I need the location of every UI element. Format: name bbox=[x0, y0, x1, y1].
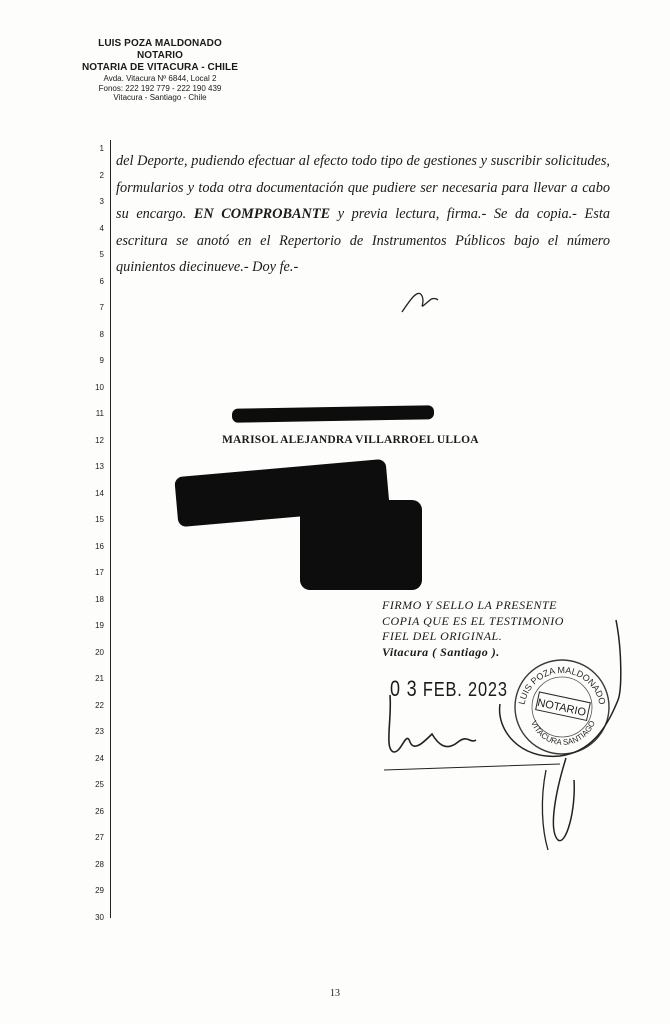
line-number: 11 bbox=[95, 409, 104, 418]
line-number: 17 bbox=[95, 568, 104, 577]
line-number: 23 bbox=[95, 727, 104, 736]
cert-line-3: FIEL DEL ORIGINAL. bbox=[382, 629, 503, 643]
line-number: 28 bbox=[95, 859, 104, 869]
notary-title: NOTARIO bbox=[136, 50, 184, 61]
line-number: 10 bbox=[95, 382, 104, 392]
signature-loop-2 bbox=[500, 620, 621, 756]
line-number: 8 bbox=[99, 329, 104, 339]
cert-line-1: FIRMO Y SELLO LA PRESENTE bbox=[382, 598, 557, 612]
line-number: 14 bbox=[95, 488, 104, 498]
line-number: 3 bbox=[99, 197, 104, 206]
notary-name: LUIS POZA MALDONADO bbox=[98, 38, 222, 49]
signature-stroke bbox=[542, 770, 548, 850]
notary-address: Avda. Vitacura Nº 6844, Local 2 bbox=[103, 74, 217, 83]
line-number: 1 bbox=[99, 144, 104, 153]
line-number: 18 bbox=[95, 594, 104, 604]
line-number: 5 bbox=[99, 250, 104, 259]
notary-city: Vitacura - Santiago - Chile bbox=[113, 93, 207, 103]
signer-name: MARISOL ALEJANDRA VILLARROEL ULLOA bbox=[222, 434, 479, 446]
line-number: 13 bbox=[95, 462, 104, 471]
page-number: 13 bbox=[330, 988, 340, 999]
signature-loop-3 bbox=[553, 758, 574, 841]
svg-text:LUIS POZA MALDONADO: LUIS POZA MALDONADO bbox=[516, 664, 608, 706]
line-number: 20 bbox=[95, 647, 104, 657]
line-number: 25 bbox=[95, 780, 104, 789]
signature-tail bbox=[384, 764, 560, 770]
line-number: 6 bbox=[99, 276, 104, 286]
body-text-part2: y previa lectura, firma.- Se da copia.- Esta escritura se anotó en el Repertorio de Instrumentos Públicos bajo el número quinientos diecinueve.- Doy fe.- bbox=[116, 206, 610, 275]
line-number: 12 bbox=[95, 435, 104, 445]
line-number: 26 bbox=[95, 806, 104, 816]
notary-office: NOTARIA DE VITACURA - CHILE bbox=[81, 62, 239, 73]
line-number: 19 bbox=[95, 621, 104, 630]
signature-loop-1 bbox=[389, 695, 476, 752]
line-number: 9 bbox=[99, 356, 104, 365]
notary-phones: Fonos: 222 192 779 - 222 190 439 bbox=[98, 83, 222, 93]
stamp-day: 0 3 bbox=[390, 676, 418, 701]
svg-text:NOTARIO: NOTARIO bbox=[536, 696, 587, 719]
line-number: 7 bbox=[99, 303, 104, 312]
svg-text:VITACURA SANTIAGO: VITACURA SANTIAGO bbox=[529, 719, 597, 747]
line-number: 22 bbox=[95, 700, 104, 710]
line-number: 16 bbox=[95, 541, 104, 551]
body-text-part1: del Deporte, pudiendo efectuar al efecto todo tipo de gestiones y suscribir solicitudes, formularios y toda otra documentación que pudiere ser necesaria para llevar a cabo su encargo. bbox=[116, 153, 610, 222]
line-number: 2 bbox=[99, 170, 104, 180]
line-number: 4 bbox=[99, 223, 104, 233]
cert-place: Vitacura ( Santiago ). bbox=[382, 644, 500, 659]
body-text-bold: EN COMPROBANTE bbox=[193, 206, 331, 222]
stamp-month-year: FEB. 2023 bbox=[422, 679, 508, 701]
line-number: 15 bbox=[95, 515, 104, 524]
line-number: 27 bbox=[95, 833, 104, 842]
initial-mark bbox=[402, 293, 438, 312]
line-number: 30 bbox=[95, 912, 104, 922]
line-number: 29 bbox=[95, 886, 104, 895]
line-number: 21 bbox=[95, 674, 104, 683]
cert-line-2: COPIA QUE ES EL TESTIMONIO bbox=[382, 613, 564, 628]
line-number: 24 bbox=[95, 753, 104, 763]
